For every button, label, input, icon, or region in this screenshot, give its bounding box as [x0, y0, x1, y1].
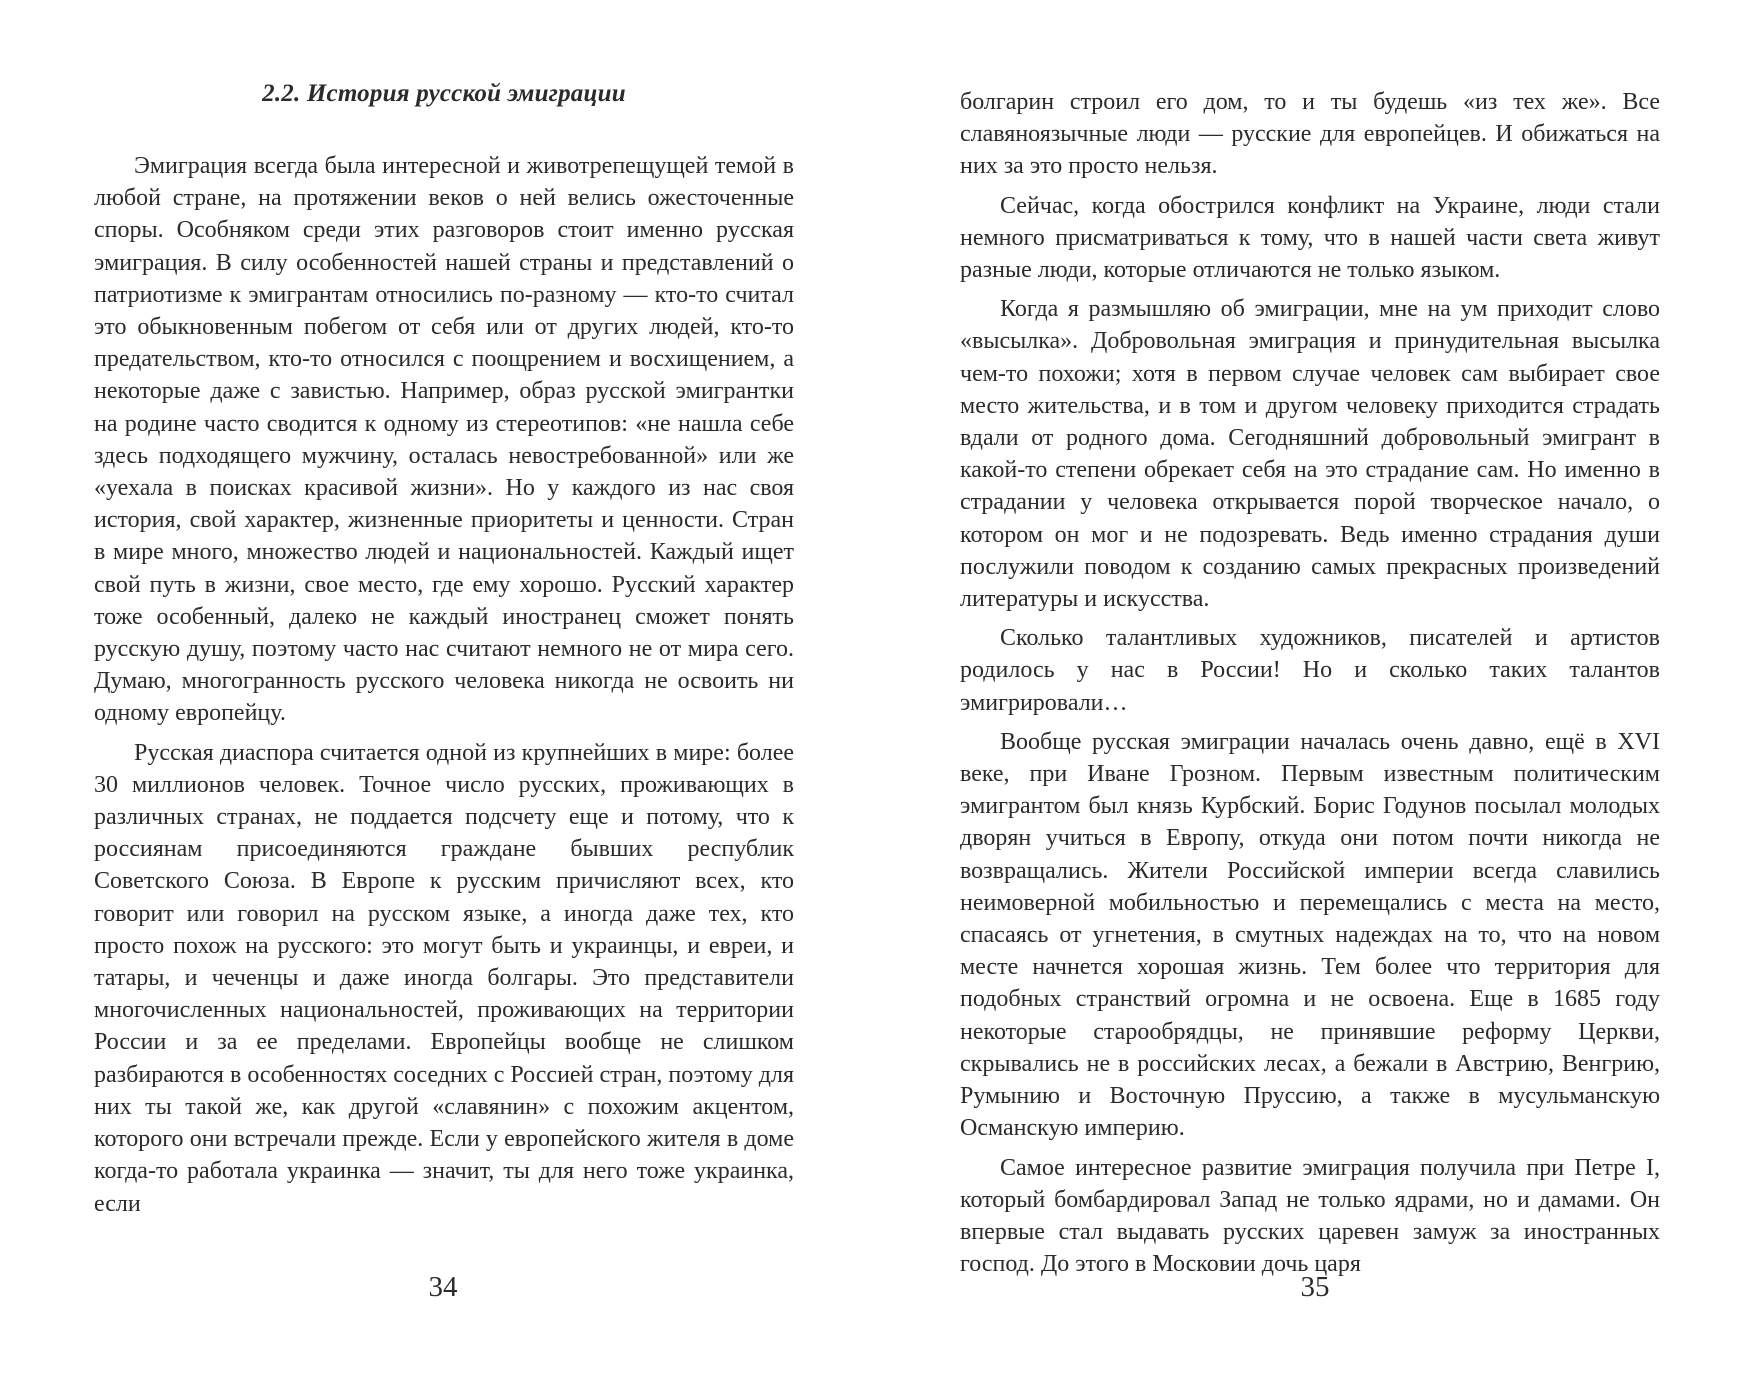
paragraph-continued: болгарин строил его дом, то и ты будешь «из тех же». Все славяноязычные люди — русские для европейцев. И обижаться на них за это просто нельзя. — [960, 89, 1660, 180]
right-page-body — [960, 86, 1660, 1280]
right-page — [960, 86, 1660, 1287]
paragraph: Сейчас, когда обострился конфликт на Украине, люди стали немного присматриваться к тому, что в нашей части света живут разные люди, которые отличаются не только языком. — [960, 192, 1660, 284]
paragraph: Самое интересное развитие эмиграция получила при Петре I, который бомбардировал Запад не только ядрами, но и дамами. Он впервые стал выдавать русских царевен замуж за иностранных господ. До этого в Московии дочь царя — [960, 1154, 1660, 1278]
paragraph: Вообще русская эмиграции началась очень давно, ещё в XVI веке, при Иване Грозном. Первым известным политическим эмигрантом был князь Курбский. Борис Годунов посылал молодых дворян учиться в Европу, откуда они потом почти никогда не возвращались. Жители Российской империи всегда славились неимоверной мобильностью и перемещались с места на место, спасаясь от угнетения, в смутных надеждах на то, что на новом месте начнется хорошая жизнь. Тем более что территория для подобных странствий огромна и не освоена. Еще в 1685 году некоторые старообрядцы, не принявшие реформу Церкви, скрывались не в российских лесах, а бежали в Австрию, Венгрию, Румынию и Восточную Пруссию, а также в мусульманскую Османскую империю. — [960, 728, 1660, 1142]
section-heading: 2.2. История русской эмиграции — [262, 80, 626, 107]
paragraph: Сколько талантливых художников, писателей и артистов родилось у нас в России! Но и сколько таких талантов эмигрировали… — [960, 625, 1660, 716]
left-page — [94, 78, 794, 1227]
paragraph: Эмиграция всегда была интересной и животрепещущей темой в любой стране, на протяжении веков о ней велись ожесточенные споры. Особняком среди этих разговоров стоит именно русская эмиграция. В силу особенностей нашей страны и представлений о патриотизме к эмигрантам относились по-разному — кто-то считал это обыкновенным побегом от себя или от других людей, кто-то предательством, кто-то относился с поощрением и восхищением, а некоторые даже с завистью. Например, образ русской эмигрантки на родине часто сводится к одному из стереотипов: «не нашла себе здесь подходящего мужчину, осталась невостребованной» или же «уехала в поисках красивой жизни». Но у каждого из нас своя история, свой характер, жизненные приоритеты и ценности. Стран в мире много, множество людей и национальностей. Каждый ищет свой путь в жизни, свое место, где ему хорошо. Русский характер тоже особенный, далеко не каждый иностранец сможет понять русскую душу, поэтому часто нас считают немного не от мира сего. Думаю, многогранность русского человека никогда не освоить ни одному европейцу. — [94, 153, 794, 727]
left-page-body — [94, 150, 794, 1220]
page-number-right: 35 — [1300, 1271, 1330, 1303]
paragraph: Когда я размышляю об эмиграции, мне на ум приходит слово «высылка». Добровольная эмиграция и принудительная высылка чем-то похожи; хотя в первом случае человек сам выбирает свое место жительства, и в том и другом человеку приходится страдать вдали от родного дома. Сегодняшний добровольный эмигрант в какой-то степени обрекает себя на это страдание сам. Но именно в страдании у человека открывается порой творческое начало, о котором он мог и не подозревать. Ведь именно страдания души послужили поводом к созданию самых прекрасных произведений литературы и искусства. — [960, 296, 1660, 613]
page-number-left: 34 — [428, 1271, 458, 1303]
paragraph: Русская диаспора считается одной из крупнейших в мире: более 30 миллионов человек. Точное число русских, проживающих в различных странах, не поддается подсчету еще и потому, что к россиянам присоединяются граждане бывших республик Советского Союза. В Европе к русским причисляют всех, кто говорит или говорил на русском языке, а иногда даже тех, кто просто похож на русского: это могут быть и украинцы, и евреи, и татары, и чеченцы и даже иногда болгары. Это представители многочисленных национальностей, проживающих на территории России и за ее пределами. Европейцы вообще не слишком разбираются в особенностях соседних с Россией стран, поэтому для них ты такой же, как другой «славянин» с похожим акцентом, которого они встречали прежде. Если у европейского жителя в доме когда-то работала украинка — значит, ты для него тоже украинка, если — [94, 739, 794, 1217]
